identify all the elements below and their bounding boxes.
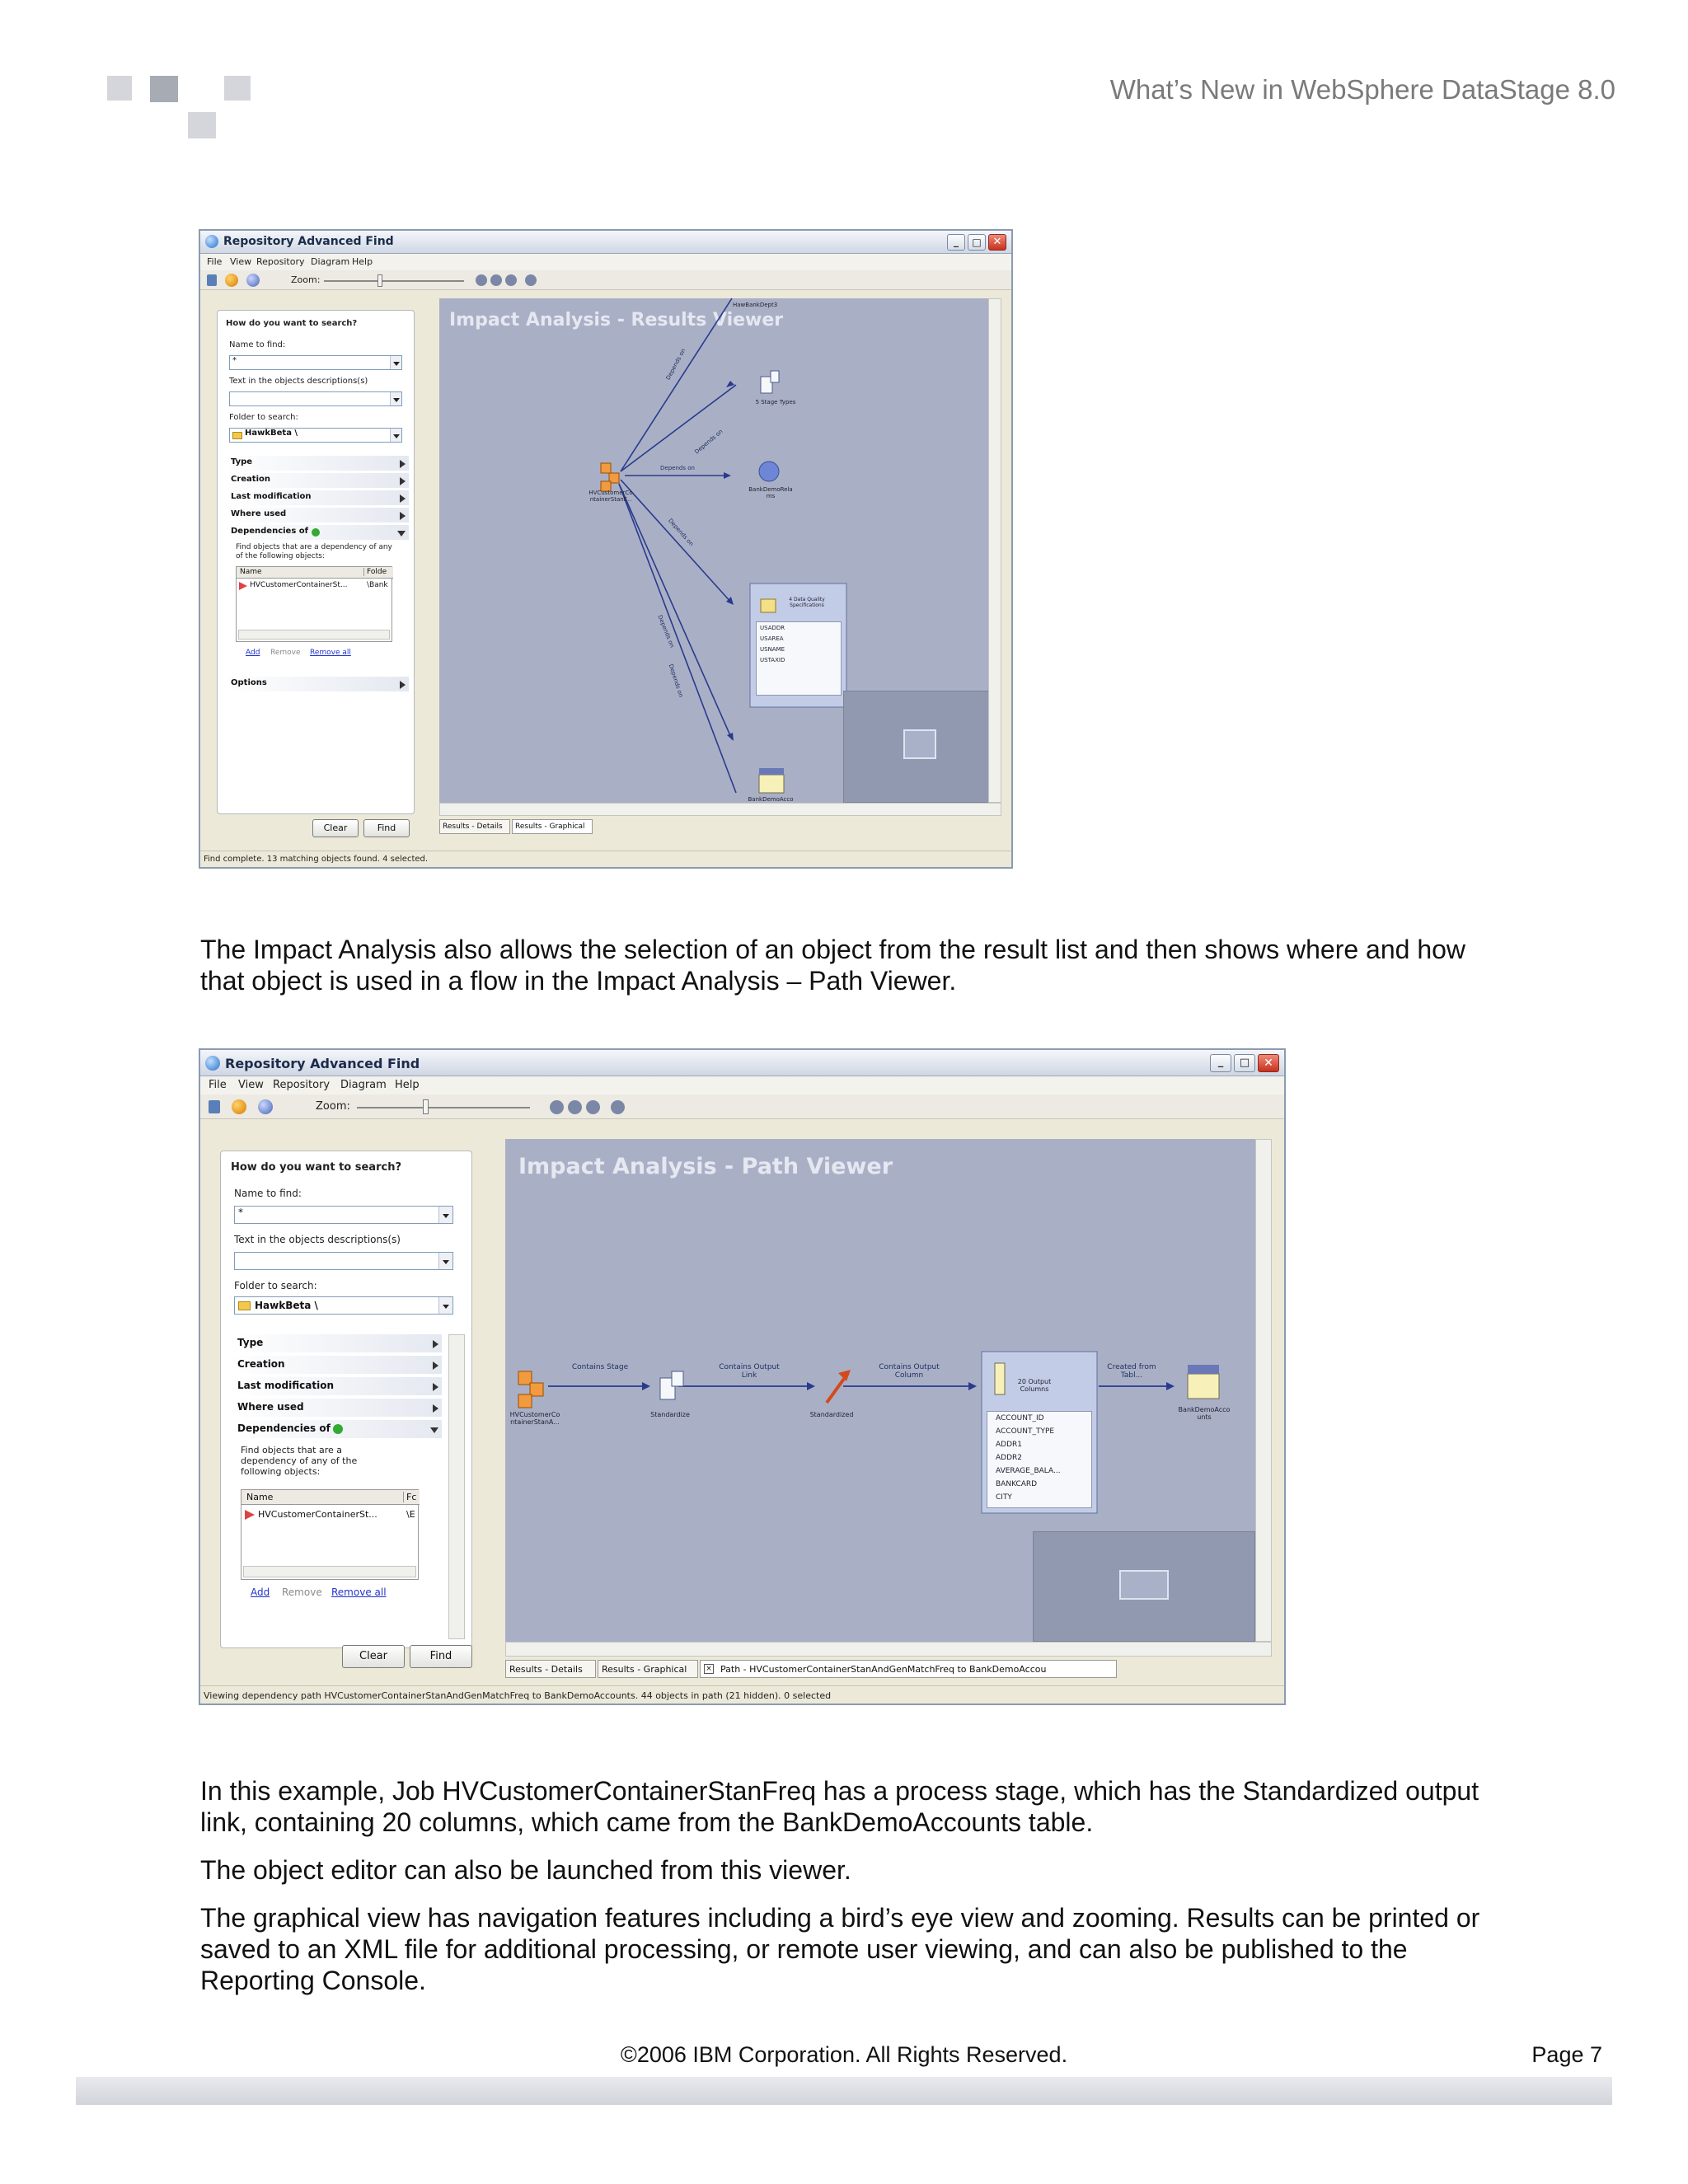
node-label-columns: 20 Output Columns: [1017, 1378, 1052, 1393]
folder-value: HawkBeta \: [255, 1300, 318, 1311]
clear-button[interactable]: Clear: [312, 819, 359, 837]
arrowhead: [642, 1382, 650, 1390]
zoom-out-icon[interactable]: [568, 1100, 582, 1114]
edge-label: Depends on: [693, 428, 724, 456]
list-item[interactable]: AVERAGE_BALA...: [996, 1467, 1061, 1475]
standardize-stage-icon[interactable]: [660, 1371, 683, 1399]
zoom-slider[interactable]: [357, 1107, 530, 1108]
menu-bar: [200, 1076, 1284, 1094]
arrowhead: [727, 733, 734, 741]
birdseye-icon[interactable]: [611, 1100, 625, 1114]
edge-label-contains-stage: Contains Stage: [571, 1363, 629, 1371]
horizontal-scrollbar[interactable]: [243, 1566, 416, 1577]
document-header-title: What’s New in WebSphere DataStage 8.0: [1109, 74, 1615, 105]
list-item[interactable]: USNAME: [760, 646, 785, 653]
horizontal-scrollbar[interactable]: [439, 803, 1001, 816]
zoom-out-icon[interactable]: [490, 274, 502, 286]
clear-button[interactable]: Clear: [342, 1645, 405, 1668]
description-input[interactable]: [234, 1252, 453, 1270]
node-label-standardized: Standardized: [809, 1411, 854, 1418]
canvas-title: Impact Analysis - Results Viewer: [449, 310, 784, 330]
list-header: [237, 567, 393, 579]
save-icon[interactable]: [209, 1100, 220, 1113]
section-last-modification[interactable]: Last modification: [231, 1377, 442, 1395]
tab-path-viewer-label: Path - HVCustomerContainerStanAndGenMatchFreq to BankDemoAccou: [720, 1664, 1047, 1675]
paragraph-graphical-view: The graphical view has navigation features including a bird’s eye view and zooming. Results can be printed or saved to an XML file for additional processing, or remote user viewing, and can also be published to the Reporting Console.: [200, 1903, 1480, 1995]
section-dependencies-of[interactable]: [231, 1420, 442, 1438]
footer-page-number: Page 7: [1531, 2042, 1602, 2067]
menu-repository[interactable]: Repository: [273, 1079, 331, 1091]
name-to-find-value: *: [238, 1207, 243, 1218]
folder-icon: [232, 432, 242, 439]
columns-icon: [995, 1363, 1005, 1394]
folder-label: Folder to search:: [234, 1280, 317, 1291]
app-icon: [205, 1056, 220, 1071]
description-label: Text in the objects descriptions(s): [234, 1234, 401, 1245]
remove-all-link-label: Remove all: [310, 649, 351, 657]
birdseye-icon[interactable]: [525, 274, 537, 286]
chevron-down-icon[interactable]: [438, 1207, 452, 1223]
dependency-description: Find objects that are a dependency of any of the following objects:: [236, 543, 392, 560]
remove-link[interactable]: [270, 649, 301, 657]
add-link[interactable]: [251, 1586, 270, 1598]
job-icon: [245, 1510, 255, 1520]
zoom-slider-knob[interactable]: [423, 1099, 429, 1114]
minimap-viewport[interactable]: [903, 729, 936, 759]
output-columns-list[interactable]: [987, 1411, 1092, 1508]
bankdemo-sphere-icon[interactable]: [759, 462, 779, 481]
table-icon[interactable]: [759, 768, 784, 793]
app-icon: [205, 235, 218, 248]
job-node-icon[interactable]: [518, 1371, 543, 1408]
toolbar: [200, 1094, 1284, 1119]
chevron-down-icon[interactable]: [438, 1297, 452, 1314]
node-label-stage-types: 5 Stage Types: [755, 399, 796, 405]
footer-bar: [76, 2077, 1612, 2105]
zoom-label: Zoom:: [316, 1100, 350, 1113]
tab-path-viewer[interactable]: [700, 1660, 1117, 1678]
birds-eye-minimap[interactable]: [843, 691, 1000, 803]
canvas-title: Impact Analysis - Path Viewer: [518, 1154, 893, 1179]
paragraph-object-editor: The object editor can also be launched from this viewer.: [200, 1855, 851, 1885]
check-icon: [312, 528, 320, 537]
dependency-list[interactable]: [236, 566, 392, 642]
repository-advanced-find-window-results: [199, 229, 1013, 869]
add-link[interactable]: [246, 649, 260, 657]
zoom-fit-icon[interactable]: [505, 274, 517, 286]
chevron-down-icon[interactable]: [438, 1253, 452, 1269]
status-bar: Viewing dependency path HVCustomerContainerStanAndGenMatchFreq to BankDemoAccounts. 44 objects in path (21 hidden). 0 selected: [200, 1685, 1284, 1705]
horizontal-scrollbar[interactable]: [238, 630, 390, 640]
menu-help[interactable]: Help: [352, 256, 373, 267]
chevron-down-icon[interactable]: [390, 356, 401, 369]
logo-square: [107, 76, 132, 101]
dependency-description: Find objects that are a dependency of any of the following objects:: [241, 1445, 358, 1477]
node-label-table: BankDemoAcco unts: [1178, 1406, 1231, 1421]
list-item[interactable]: BANKCARD: [996, 1480, 1038, 1488]
find-button[interactable]: Find: [410, 1645, 472, 1668]
menu-diagram[interactable]: Diagram: [311, 256, 350, 267]
vertical-scrollbar[interactable]: [1255, 1139, 1272, 1642]
section-where-used[interactable]: Where used: [231, 1399, 442, 1417]
status-bar: Find complete. 13 matching objects found. 4 selected.: [200, 851, 1011, 869]
minimize-button[interactable]: _: [1210, 1054, 1231, 1072]
dq-list[interactable]: [756, 621, 842, 696]
arrowhead: [807, 1382, 815, 1390]
logo-square: [224, 76, 251, 101]
folder-icon: [238, 1301, 251, 1310]
section-dependencies-of[interactable]: [226, 525, 409, 540]
dependency-list[interactable]: [241, 1489, 419, 1580]
list-item[interactable]: USAREA: [760, 635, 784, 642]
name-to-find-label: Name to find:: [234, 1188, 302, 1199]
edge-label-contains-output-column: Contains Output Column: [879, 1363, 940, 1380]
search-heading: How do you want to search?: [231, 1161, 401, 1174]
menu-file[interactable]: File: [207, 256, 223, 267]
name-to-find-input[interactable]: [229, 355, 402, 370]
zoom-slider[interactable]: [324, 280, 464, 282]
edge-label: Depends on: [656, 614, 676, 649]
toolbar: [200, 270, 1011, 290]
close-icon[interactable]: ×: [704, 1664, 714, 1674]
list-item-folder: \E: [406, 1509, 415, 1520]
section-where-used[interactable]: Where used: [226, 508, 409, 523]
zoom-fit-icon[interactable]: [586, 1100, 600, 1114]
close-button[interactable]: ✕: [1258, 1054, 1279, 1072]
edge-label-created-from-table: Created from Tabl...: [1107, 1363, 1156, 1380]
folder-select[interactable]: [234, 1296, 453, 1315]
node-label-dq: 4 Data Quality Specifications: [789, 597, 825, 608]
edge-line: [621, 480, 732, 603]
save-icon[interactable]: [207, 274, 217, 286]
edge-label: Depends on: [666, 517, 695, 548]
title-bar: [200, 1050, 1284, 1076]
list-item[interactable]: ACCOUNT_TYPE: [996, 1427, 1055, 1436]
search-panel: [217, 310, 415, 814]
check-icon: [333, 1424, 343, 1434]
search-heading: How do you want to search?: [226, 319, 358, 328]
section-last-modification[interactable]: Last modification: [226, 490, 409, 505]
list-item[interactable]: [241, 1508, 420, 1521]
section-type[interactable]: Type: [231, 1334, 442, 1352]
vertical-scrollbar[interactable]: [988, 298, 1001, 803]
description-input[interactable]: [229, 391, 402, 406]
path-viewer-canvas[interactable]: [505, 1139, 1255, 1642]
edge-label: Depends on: [667, 663, 685, 699]
list-item[interactable]: [237, 580, 393, 592]
tab-results-details[interactable]: Results - Details: [439, 819, 510, 834]
remove-all-link-label: Remove all: [331, 1586, 387, 1598]
search-icon[interactable]: [225, 274, 238, 287]
remove-link-label: Remove: [282, 1586, 322, 1598]
tab-results-details[interactable]: Results - Details: [505, 1660, 596, 1678]
list-item[interactable]: USTAXID: [760, 657, 785, 663]
tab-results-graphical[interactable]: Results - Graphical: [512, 819, 593, 834]
folder-select[interactable]: [229, 428, 402, 443]
add-link-label: Add: [251, 1586, 270, 1598]
list-item-name: HVCustomerContainerSt...: [258, 1509, 377, 1520]
section-dependencies-label: Dependencies of: [237, 1422, 331, 1434]
edge-line: [621, 298, 732, 471]
maximize-button[interactable]: □: [968, 234, 986, 251]
folder-label: Folder to search:: [229, 413, 298, 422]
column-folder-header[interactable]: Folde: [363, 568, 387, 576]
title-bar: [200, 231, 1011, 254]
logo-square: [150, 76, 178, 102]
add-link-label: Add: [246, 649, 260, 657]
horizontal-scrollbar[interactable]: [505, 1642, 1272, 1657]
remove-link-label: Remove: [270, 649, 301, 657]
search-panel: [220, 1151, 472, 1648]
window-title: Repository Advanced Find: [225, 1056, 420, 1071]
panel-scrollbar[interactable]: [448, 1334, 465, 1639]
node-label-source: HVCustomerCo ntainerStanF...: [588, 490, 633, 503]
menu-file[interactable]: File: [209, 1079, 227, 1091]
column-name-header[interactable]: Name: [240, 568, 262, 576]
node-label-source: HVCustomerCo ntainerStanA...: [509, 1411, 560, 1426]
edge-label: Depends on: [660, 465, 695, 471]
section-creation[interactable]: Creation: [231, 1356, 442, 1374]
minimap-viewport[interactable]: [1119, 1570, 1169, 1600]
footer-copyright: ©2006 IBM Corporation. All Rights Reserved.: [620, 2042, 1068, 2067]
list-item[interactable]: CITY: [996, 1493, 1012, 1502]
search-icon[interactable]: [232, 1099, 246, 1114]
name-to-find-value: *: [232, 356, 237, 365]
dropdown-tool-icon[interactable]: [258, 1099, 273, 1114]
menu-view[interactable]: View: [238, 1079, 264, 1091]
arrowhead: [968, 1382, 977, 1390]
remove-link[interactable]: [282, 1586, 322, 1598]
list-item-folder: \Bank: [367, 581, 388, 589]
maximize-button[interactable]: □: [1234, 1054, 1255, 1072]
tab-results-graphical[interactable]: Results - Graphical: [598, 1660, 698, 1678]
close-button[interactable]: ✕: [988, 234, 1006, 251]
zoom-slider-knob[interactable]: [377, 274, 382, 287]
name-to-find-label: Name to find:: [229, 340, 286, 349]
list-header: [241, 1490, 420, 1505]
zoom-label: Zoom:: [291, 274, 321, 285]
paragraph-impact-analysis: The Impact Analysis also allows the selection of an object from the result list and then shows where and how that object is used in a flow in the Impact Analysis – Path Viewer.: [200, 935, 1466, 996]
node-label-top: HawBankDept3: [733, 302, 778, 308]
repository-advanced-find-window-path: [199, 1048, 1286, 1705]
list-item-name: HVCustomerContainerSt...: [250, 581, 348, 589]
menu-view[interactable]: View: [230, 256, 252, 267]
list-item[interactable]: ADDR2: [996, 1454, 1022, 1462]
arrowhead: [724, 472, 731, 479]
window-title: Repository Advanced Find: [223, 235, 394, 248]
edge-label-contains-output-link: Contains Output Link: [719, 1363, 780, 1380]
table-icon[interactable]: [1188, 1365, 1219, 1399]
section-dependencies-label: Dependencies of: [231, 527, 308, 536]
list-item[interactable]: USADDR: [760, 625, 785, 631]
menu-bar: [200, 254, 1011, 270]
job-icon: [239, 582, 247, 590]
birds-eye-minimap[interactable]: [1033, 1531, 1255, 1642]
logo-square: [188, 112, 216, 138]
zoom-in-icon[interactable]: [550, 1100, 564, 1114]
section-options[interactable]: Options: [226, 677, 409, 691]
list-item[interactable]: ACCOUNT_ID: [996, 1414, 1044, 1422]
remove-all-link[interactable]: [310, 649, 351, 657]
node-label-standardize: Standardize: [650, 1411, 690, 1418]
section-creation[interactable]: Creation: [226, 473, 409, 488]
zoom-in-icon[interactable]: [476, 274, 487, 286]
arrowhead: [1166, 1382, 1175, 1390]
data-quality-icon: [761, 599, 776, 612]
column-name-header[interactable]: Name: [246, 1492, 274, 1502]
chevron-down-icon[interactable]: [390, 392, 401, 405]
results-viewer-canvas[interactable]: [439, 298, 1000, 803]
paragraph-example: In this example, Job HVCustomerContainerStanFreq has a process stage, which has the Standardized output link, containing 20 columns, which came from the BankDemoAccounts table.: [200, 1776, 1479, 1837]
section-type[interactable]: Type: [226, 456, 409, 471]
stage-types-icon[interactable]: [761, 371, 779, 393]
name-to-find-input[interactable]: [234, 1206, 453, 1224]
description-label: Text in the objects descriptions(s): [229, 377, 368, 386]
job-node-icon[interactable]: [601, 463, 619, 491]
dropdown-tool-icon[interactable]: [246, 274, 260, 287]
list-item[interactable]: ADDR1: [996, 1441, 1022, 1449]
node-label-bottom: BankDemoAcco: [748, 796, 794, 803]
menu-repository[interactable]: Repository: [256, 256, 305, 267]
find-button[interactable]: Find: [363, 819, 410, 837]
remove-all-link[interactable]: [331, 1586, 387, 1598]
chevron-down-icon[interactable]: [390, 429, 401, 442]
menu-diagram[interactable]: Diagram: [340, 1079, 387, 1091]
edge-label: Depends on: [664, 347, 687, 382]
column-folder-header[interactable]: Fc: [403, 1492, 416, 1502]
minimize-button[interactable]: _: [947, 234, 965, 251]
menu-help[interactable]: Help: [395, 1079, 420, 1091]
folder-value: HawkBeta \: [245, 429, 298, 438]
node-label-bankdemo: BankDemoRela ms: [748, 486, 793, 499]
